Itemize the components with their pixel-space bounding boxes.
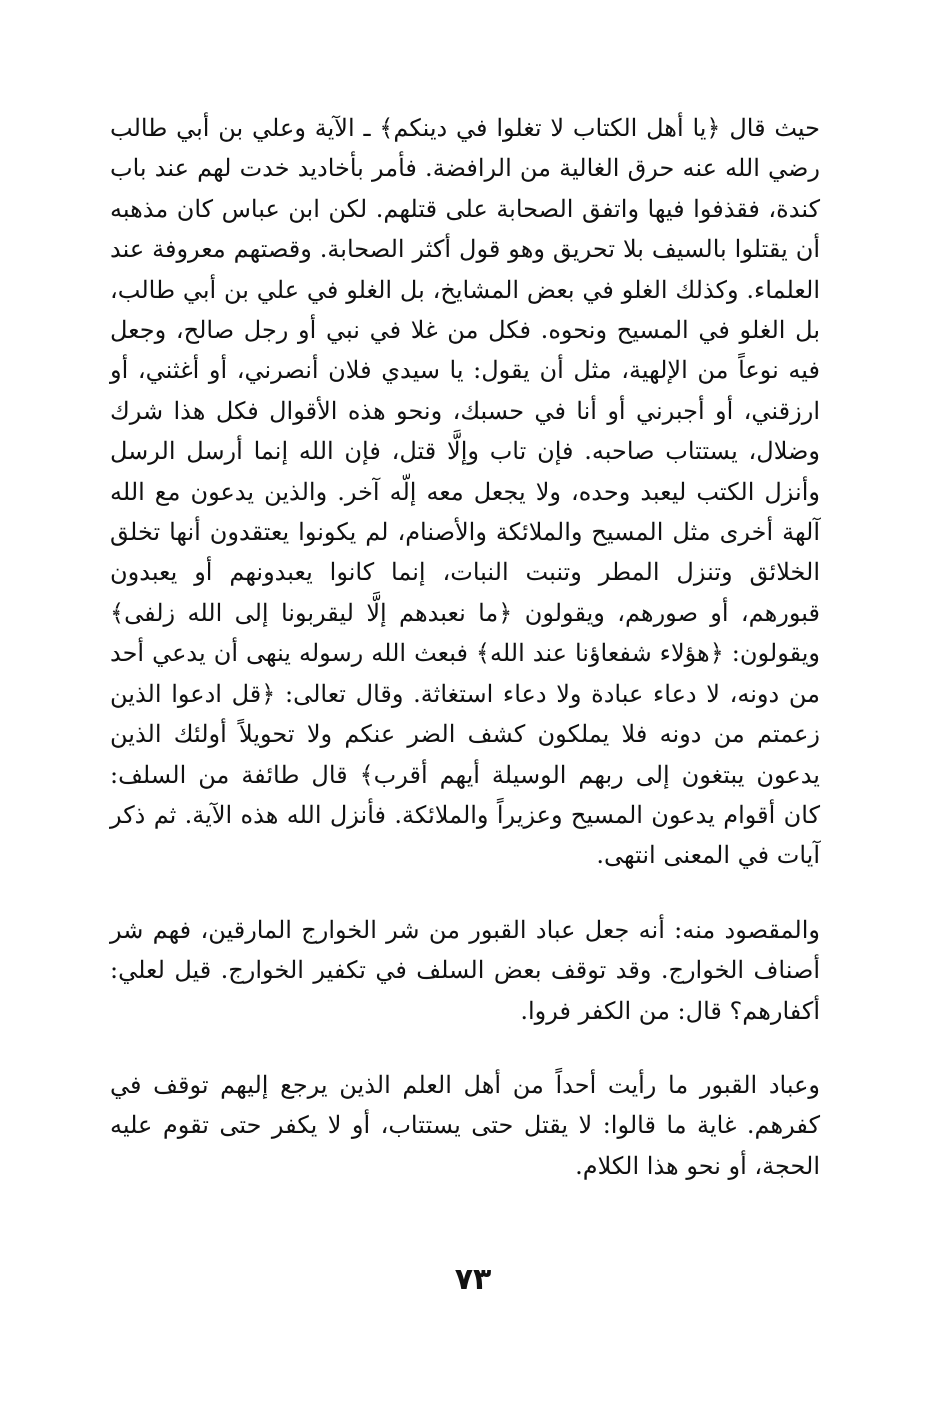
paragraph-3: وعباد القبور ما رأيت أحداً من أهل العلم الذين يرجع إليهم توقف في كفرهم. غاية ما قالوا: لا يقتل حتى يستتاب، أو لا يكفر حتى تقوم عليه الحجة، أو نحو هذا الكلام. xyxy=(110,1070,820,1180)
paragraph-2: والمقصود منه: أنه جعل عباد القبور من شر الخوارج المارقين، فهم شر أصناف الخوارج. وقد توقف بعض السلف في تكفير الخوارج. قيل لعلي: أكفارهم؟ قال: من الكفر فروا. xyxy=(110,915,820,1025)
page-body xyxy=(110,108,820,1186)
paragraph-1: حيث قال ﴿يا أهل الكتاب لا تغلوا في دينكم﴾ ـ الآية وعلي بن أبي طالب رضي الله عنه حرق الغالية من الرافضة. فأمر بأخاديد خدت لهم عند باب كندة، فقذفوا فيها واتفق الصحابة على قتلهم. لكن ابن عباس كان مذهبه أن يقتلوا بالسيف بلا تحريق وهو قول أكثر الصحابة. وقصتهم معروفة عند العلماء. وكذلك الغلو في بعض المشايخ، بل الغلو في علي بن أبي طالب، بل الغلو في المسيح ونحوه. فكل من غلا في نبي أو رجل صالح، وجعل فيه نوعاً من الإلهية، مثل أن يقول: يا سيدي فلان أنصرني، أو أغثني، أو ارزقني، أو أجبرني أو أنا في حسبك، ونحو هذه الأقوال فكل هذا شرك وضلال، يستتاب صاحبه. فإن تاب وإلَّا قتل، فإن الله إنما أرسل الرسل وأنزل الكتب ليعبد وحده، ولا يجعل معه إلّه آخر. والذين يدعون مع الله آلهة أخرى مثل المسيح والملائكة والأصنام، لم يكونوا يعتقدون أنها تخلق الخلائق وتنزل المطر وتنبت النبات، إنما كانوا يعبدونهم أو يعبدون قبورهم، أو صورهم، ويقولون ﴿ما نعبدهم إلَّا ليقربونا إلى الله زلفى﴾ ويقولون: ﴿هؤلاء شفعاؤنا عند الله﴾ فبعث الله رسوله ينهى أن يدعي أحد من دونه، لا دعاء عبادة ولا دعاء استغاثة. وقال تعالى: ﴿قل ادعوا الذين زعمتم من دونه فلا يملكون كشف الضر عنكم ولا تحويلاً أولئك الذين يدعون يبتغون إلى ربهم الوسيلة أيهم أقرب﴾ قال طائفة من السلف: كان أقوام يدعون المسيح وعزيراً والملائكة. فأنزل الله هذه الآية. ثم ذكر آيات في المعنى انتهى. xyxy=(110,114,821,870)
page-number: ٧٣ xyxy=(454,1262,492,1297)
